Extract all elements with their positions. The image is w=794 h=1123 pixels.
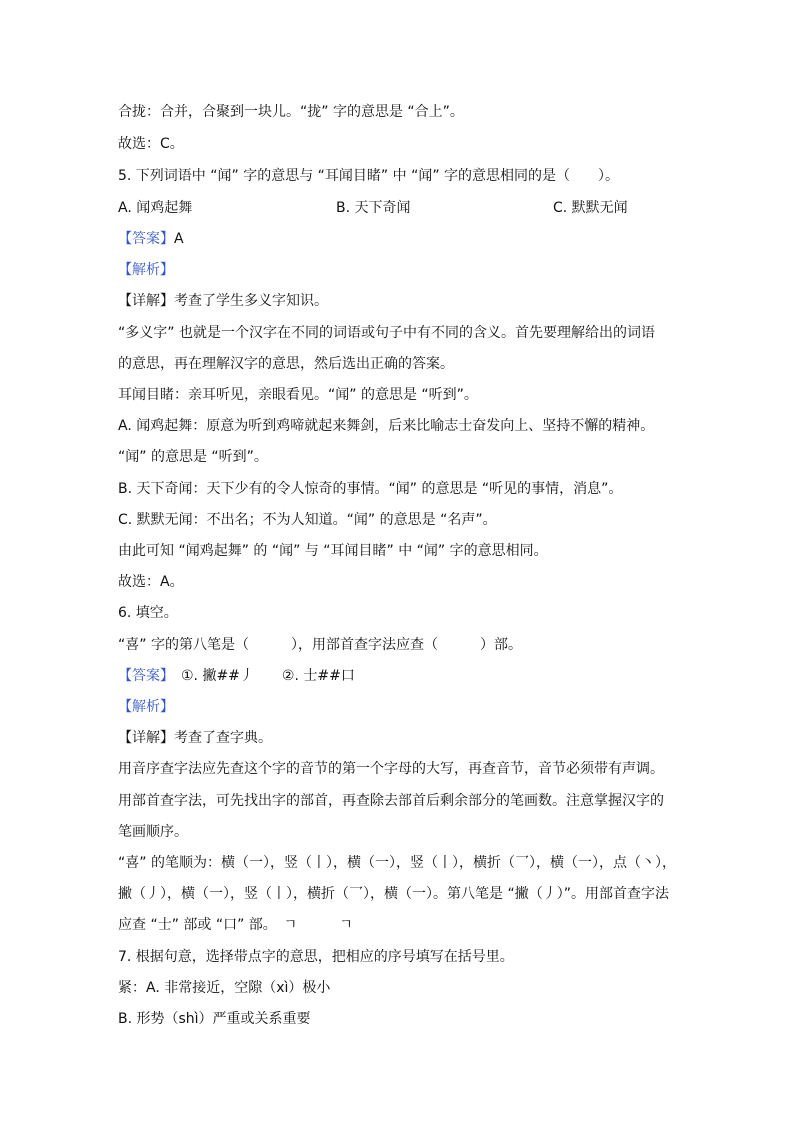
text-line: 故选：A。 xyxy=(118,574,184,590)
detail-tag: 【详解】 xyxy=(118,730,174,746)
analysis-5 xyxy=(118,260,174,280)
text-line: 的意思，再在理解汉字的意思，然后选出正确的答案。 xyxy=(118,356,454,372)
text-line: B. 天下奇闻：天下少有的令人惊奇的事情。“闻” 的意思是 “听见的事情，消息”。 xyxy=(118,481,623,497)
question-7-option-b: B. 形势（shì）严重或关系重要 xyxy=(118,1011,311,1027)
option-a: A. 闻鸡起舞 xyxy=(118,200,193,216)
detail-text: 考查了查字典。 xyxy=(174,730,272,746)
text-line: “喜” 的笔顺为：横（一），竖（丨），横（一），竖（丨），横折（乛），横（一），点（丶）， xyxy=(118,855,676,871)
answer-value: ①. 撇##丿 ②. 士##口 xyxy=(167,668,355,684)
text-line: 耳闻目睹：亲耳听见，亲眼看见。“闻” 的意思是 “听到”。 xyxy=(118,387,478,403)
analysis-6 xyxy=(118,697,174,717)
question-5: 5. 下列词语中 “闻” 字的意思与 “耳闻目睹” 中 “闻” 字的意思相同的是（ ）。 xyxy=(118,168,620,184)
text-line: “多义字” 也就是一个汉字在不同的词语或句子中有不同的含义。首先要理解给出的词语 xyxy=(118,325,655,341)
option-c: C. 默默无闻 xyxy=(553,200,628,216)
text-line: 用部首查字法，可先找出字的部首，再查除去部首后剩余部分的笔画数。注意掌握汉字的 xyxy=(118,793,664,809)
analysis-tag: 【解析】 xyxy=(118,262,174,278)
question-6: 6. 填空。 xyxy=(118,605,178,621)
text-line: A. 闻鸡起舞：原意为听到鸡啼就起来舞剑，后来比喻志士奋发向上、坚持不懈的精神。 xyxy=(118,418,655,434)
question-7-option-a: 紧：A. 非常接近，空隙（xì）极小 xyxy=(118,980,331,996)
analysis-tag: 【解析】 xyxy=(118,699,174,715)
text-line: 由此可知 “闻鸡起舞” 的 “闻” 与 “耳闻目睹” 中 “闻” 字的意思相同。 xyxy=(118,543,548,559)
text-line: 合拢：合并，合聚到一块儿。“拢” 字的意思是 “合上”。 xyxy=(118,104,464,120)
question-6-text: “喜” 字的第八笔是（ ），用部首查字法应查（ ）部。 xyxy=(118,637,522,653)
text-line: 笔画顺序。 xyxy=(118,824,188,840)
answer-5 xyxy=(118,229,184,249)
text-line: 用音序查字法应先查这个字的音节的第一个字母的大写，再查音节，音节必须带有声调。 xyxy=(118,761,664,777)
text-line: 撇（丿），横（一），竖（丨），横折（乛），横（一）。第八笔是 “撇（丿）”。用部首查字法 xyxy=(118,886,669,902)
option-b: B. 天下奇闻 xyxy=(336,200,411,216)
text-line: “闻” 的意思是 “听到”。 xyxy=(118,449,268,465)
detail-5 xyxy=(118,291,328,311)
answer-value: A xyxy=(174,231,184,247)
answer-tag: 【答案】 xyxy=(118,668,167,684)
text-line: 故选：C。 xyxy=(118,136,184,152)
text-line: 应查 “士” 部或 “口” 部。 ㄱ ㄱ xyxy=(118,917,353,933)
detail-text: 考查了学生多义字知识。 xyxy=(174,293,328,309)
answer-tag: 【答案】 xyxy=(118,231,174,247)
text-line: C. 默默无闻：不出名；不为人知道。“闻” 的意思是 “名声”。 xyxy=(118,512,497,528)
detail-6 xyxy=(118,728,272,748)
answer-6 xyxy=(118,666,355,686)
question-7: 7. 根据句意，选择带点字的意思，把相应的序号填写在括号里。 xyxy=(118,949,514,965)
detail-tag: 【详解】 xyxy=(118,293,174,309)
